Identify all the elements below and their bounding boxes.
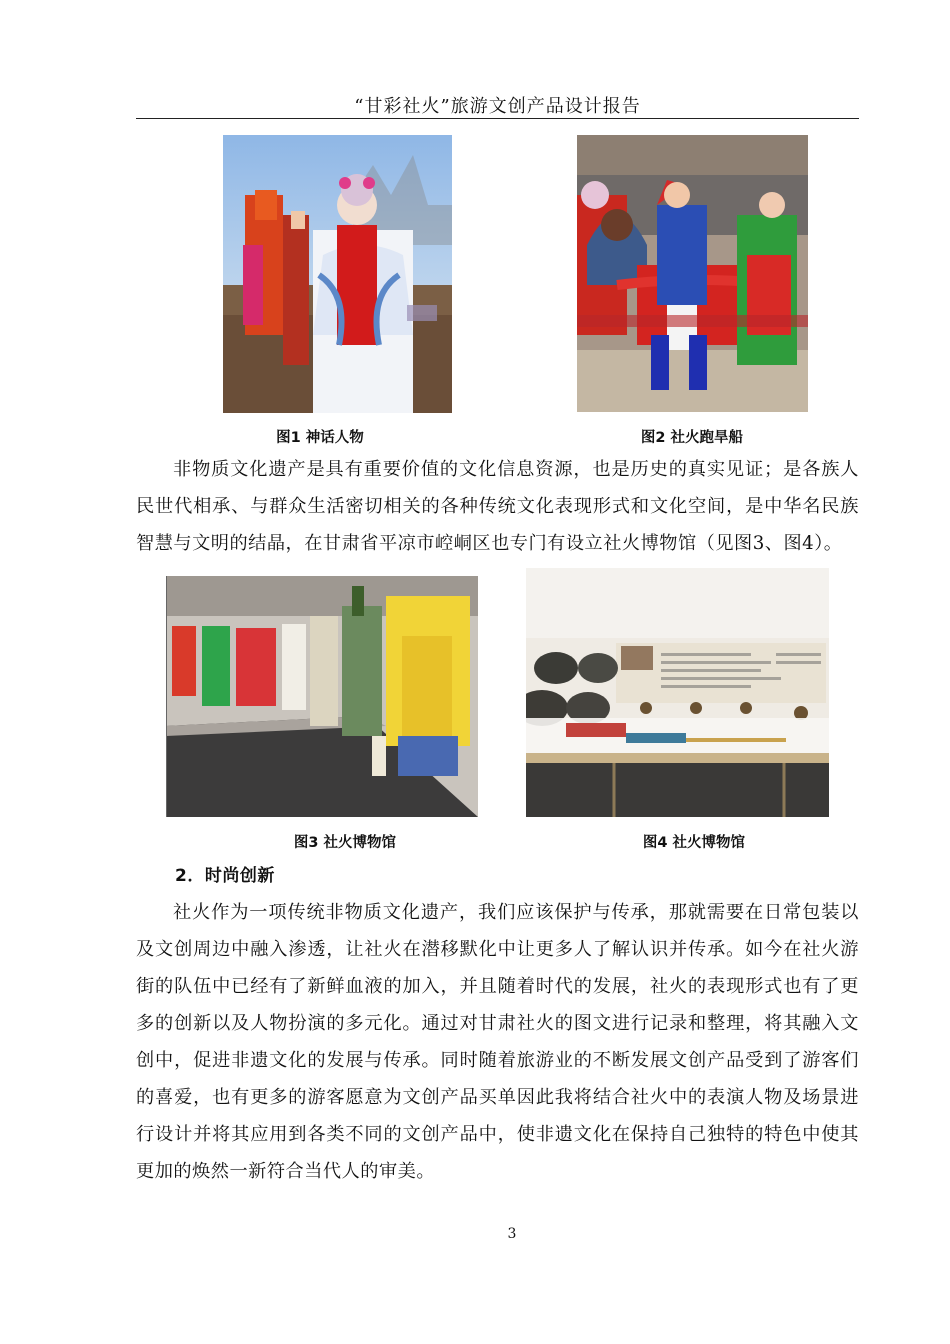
intro-paragraph: 非物质文化遗产是具有重要价值的文化信息资源，也是历史的真实见证；是各族人民世代相承、与群众生活密切相关的各种传统文化表现形式和文化空间，是中华名民族智慧与文明的结晶，在甘肃省平凉市崆峒区也专门有设立社火博物馆（见图3、图4）。 [136,459,859,554]
figure-1-photo [223,135,452,413]
figure-2-photo [577,135,808,412]
figure-1-caption: 图1 神话人物 [276,430,364,446]
figure-2-caption: 图2 社火跑旱船 [640,430,744,446]
figure-4-caption: 图4 社火博物馆 [642,835,746,851]
section-heading: 2．时尚创新 [175,866,275,886]
running-header: “甘彩社火”旅游文创产品设计报告 [354,96,641,117]
page-number: 3 [507,1226,517,1242]
figure-3-photo [166,576,478,817]
figure-4-photo [526,568,829,817]
header-rule [136,118,859,119]
figure-3-caption: 图3 社火博物馆 [293,835,397,851]
fashion-paragraph: 社火作为一项传统非物质文化遗产，我们应该保护与传承，那就需要在日常包装以及文创周边中融入渗透，让社火在潜移默化中让更多人了解认识并传承。如今在社火游街的队伍中已经有了新鲜血液的加入，并且随着时代的发展，社火的表现形式也有了更多的创新以及人物扮演的多元化。通过对甘肃社火的图文进行记录和整理，将其融入文创中，促进非遗文化的发展与传承。同时随着旅游业的不断发展文创产品受到了游客们的喜爱，也有更多的游客愿意为文创产品买单因此我将结合社火中的表演人物及场景进行设计并将其应用到各类不同的文创产品中，使非遗文化在保持自己独特的特色中使其更加的焕然一新符合当代人的审美。 [136,902,859,1182]
